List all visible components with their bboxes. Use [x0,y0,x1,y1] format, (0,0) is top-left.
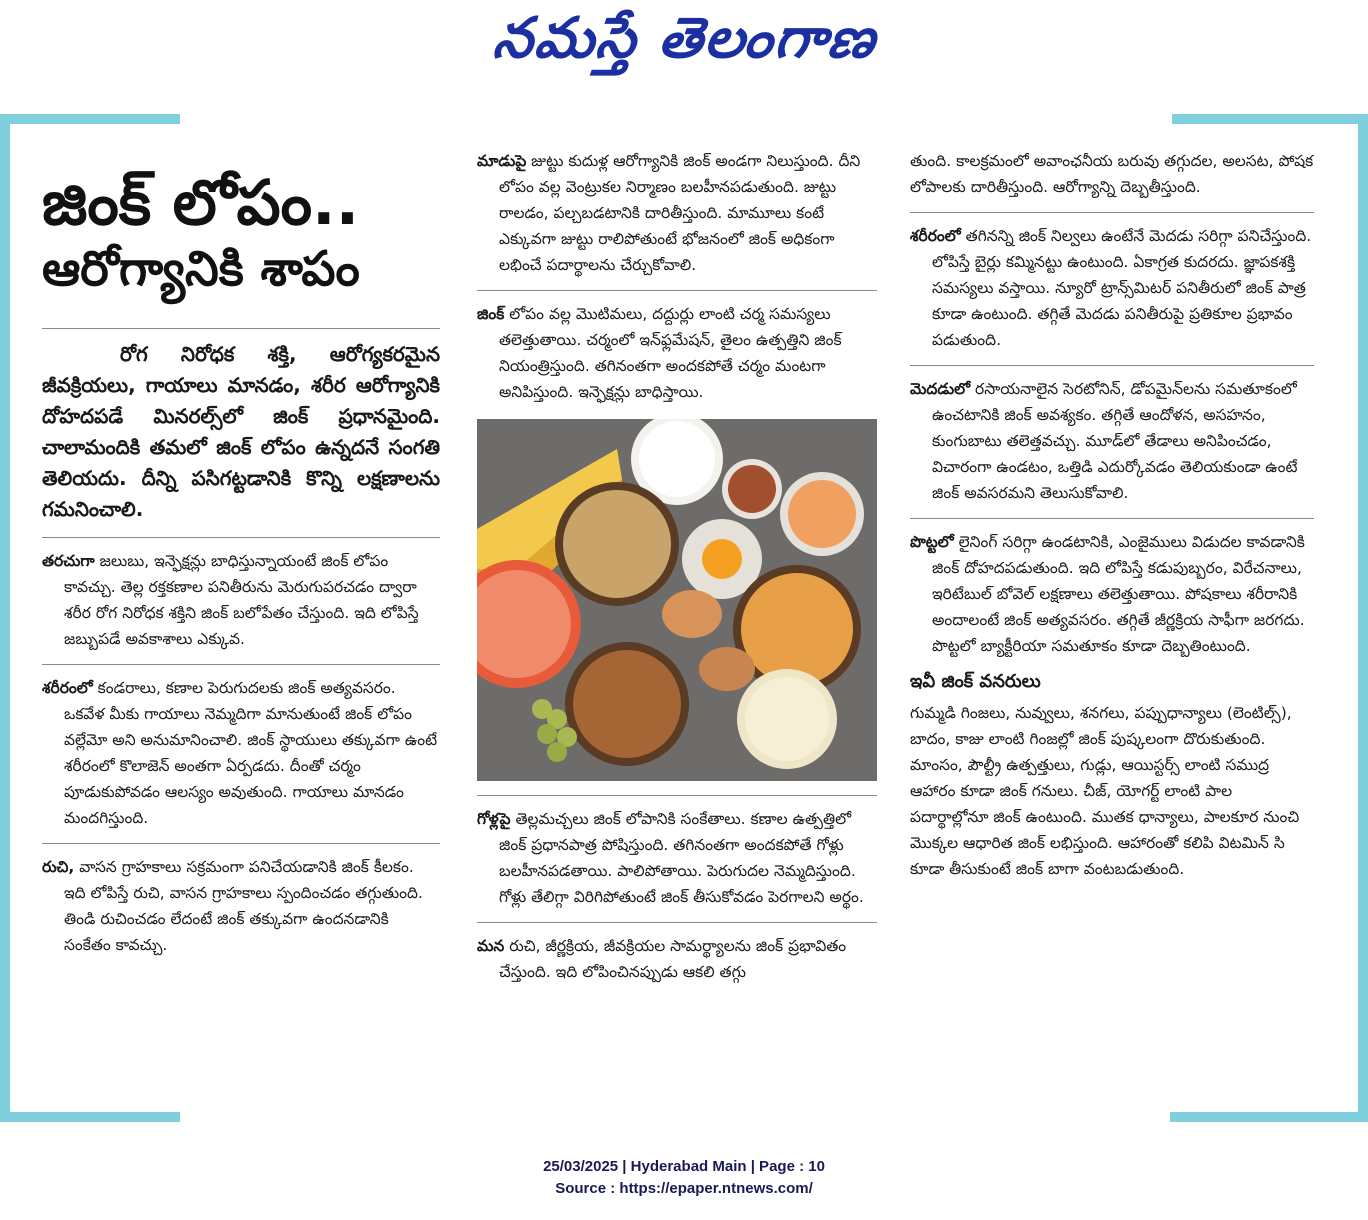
headline-line-2: ఆరోగ్యానికి శాపం [42,241,360,297]
section-paragraph: శరీరంలో తగినన్ని జింక్ నిల్వలు ఉంటేనే మెదడు సరిగ్గా పనిచేస్తుంది. లోపిస్తే బైర్లు కమ్మినట్టు ఉంటుంది. ఏకాగ్రత కుదరదు. జ్ఞాపకశక్తి సమస్యలు వస్తాయి. న్యూరో ట్రాన్స్‌మిటర్ పనితీరులో జింక్ పాత్ర కూడా ఉంటుంది. తగ్గితే మెదడు పనితీరుపై ప్రతికూల ప్రభావం పడుతుంది. [910,227,1312,349]
section-paragraph: మెదడులో రసాయనాలైన సెరటోనిన్, డోపమైన్‌లను సమతూకంలో ఉంచటానికి జింక్ అవశ్యకం. తగ్గితే ఆందోళన, అసహనం, కుంగుబాటు తలెత్తవచ్చు. మూడ్‌లో తేడాలు అనిపించడం, విచారంగా ఉండటం, ఒత్తిడి ఎదుర్కోవడం తెలియకుండా ఉంటే జింక్ అవసరమని తెలుసుకోవాలి. [910,380,1298,502]
divider [910,212,1314,213]
divider [42,537,440,538]
section-paragraph: జింక్ లోపం వల్ల మొటిమలు, దద్దుర్లు లాంటి చర్మ సమస్యలు తలెత్తుతాయి. చర్మంలో ఇన్‌ఫ్లమేషన్, తైలం ఉత్పత్తిని జింక్ నియంత్రిస్తుంది. తగినంతగా అందకపోతే చర్మం మంటగా అనిపిస్తుంది. ఇన్ఫెక్షన్లు బాధిస్తాయి. [477,305,842,401]
footer [0,1156,1368,1200]
frame-top-left [0,114,180,124]
masthead [0,0,1368,100]
food-photo [477,419,877,781]
divider [477,290,877,291]
headline-line-1: జింక్ లోపం.. [42,166,360,239]
section-paragraph: మాడుపై జుట్టు కుదుళ్ల ఆరోగ్యానికి జింక్ అండగా నిలుస్తుంది. దీని లోపం వల్ల వెంట్రుకల నిర్మాణం బలహీనపడుతుంది. జుట్టు రాలడం, పల్చబడటానికి దారితీస్తుంది. మామూలు కంటే ఎక్కువగా జుట్టు రాలిపోతుంటే భోజనంలో జింక్ అధికంగా లభించే పదార్థాలను చేర్చుకోవాలి. [477,152,861,274]
section-paragraph: రుచి, వాసన గ్రాహకాలు సక్రమంగా పనిచేయడానికి జింక్ కీలకం. ఇది లోపిస్తే రుచి, వాసన గ్రాహకాలు స్పందించడం తగ్గుతుంది. తిండి రుచించడం లేదంటే జింక్ తక్కువగా ఉందనడానికి సంకేతం కావచ్చు. [42,858,423,954]
section-paragraph: తుంది. కాలక్రమంలో అవాంఛనీయ బరువు తగ్గుదల, అలసట, పోషక లోపాలకు దారితీస్తుంది. ఆరోగ్యాన్ని దెబ్బతీస్తుంది. [910,152,1314,196]
divider [477,922,877,923]
section-paragraph: పొట్టలో లైనింగ్ సరిగ్గా ఉండటానికి, ఎంజైములు విడుదల కావడానికి జింక్ దోహదపడుతుంది. ఇది లోపిస్తే కడుపుబ్బరం, విరేచనాలు, ఇరిటేబుల్ బోవెల్ లక్షణాలు తలెత్తుతాయి. పోషకాలు శరీరానికి అందాలంటే జింక్ అత్యవసరం. తగ్గితే జీర్ణక్రియ సాఫీగా జరగదు. పొట్టలో బ్యాక్టీరియా సమతూకం కూడా దెబ్బతింటుంది. [910,533,1305,655]
sources-heading: ఇవీ జింక్ వనరులు [910,671,1041,692]
footer-source: Source : https://epaper.ntnews.com/ [555,1180,813,1197]
section-paragraph: గోళ్లపై తెల్లమచ్చలు జింక్ లోపానికి సంకేతాలు. కణాల ఉత్పత్తిలో జింక్ ప్రధానపాత్ర పోషిస్తుంది. తగినంతగా అందకపోతే గోళ్లు బలహీనపడతాయి. పాలిపోతాయి. పెరుగుదల నెమ్మదిస్తుంది. గోళ్లు తేలిగ్గా విరిగిపోతుంటే జింక్ తీసుకోవడం పెరగాలని అర్థం. [477,810,864,906]
column-1 [42,138,440,970]
divider [910,518,1314,519]
sources-paragraph: గుమ్మడి గింజలు, నువ్వులు, శనగలు, పప్పుధాన్యాలు (లెంటిల్స్), బాదం, కాజు లాంటి గింజల్లో జింక్ పుష్కలంగా దొరుకుతుంది. మాంసం, పౌల్ట్రీ ఉత్పత్తులు, గుడ్లు, ఆయిస్టర్స్ లాంటి సముద్ర ఆహారం కూడా జింక్ గనులు. చీజ్, యోగర్ట్ లాంటి పాల పదార్థాల్లోనూ జింక్ ఉంటుంది. ముతక ధాన్యాలు, పాలకూర నుంచి మొక్కల ఆధారిత జింక్ లభిస్తుంది. ఆహారంతో కలిపి విటమిన్ సి కూడా తీసుకుంటే జింక్ బాగా వంటబడుతుంది. [910,704,1300,878]
intro-paragraph: రోగ నిరోధక శక్తి, ఆరోగ్యకరమైన జీవక్రియలు, గాయాలు మానడం, శరీర ఆరోగ్యానికి దోహదపడే మినరల్స్‌లో జింక్ ప్రధానమైంది. చాలామందికి తమలో జింక్ లోపం ఉన్నదనే సంగతి తెలియదు. దీన్ని పసిగట్టడానికి కొన్ని లక్షణాలను గమనించాలి. [42,342,440,521]
frame-right [1358,114,1368,1116]
divider [477,795,877,796]
column-2 [477,138,877,997]
newspaper-logo: నమస్తే తెలంగాణ [489,6,880,71]
section-paragraph: శరీరంలో కండరాలు, కణాల పెరుగుదలకు జింక్ అత్యవసరం. ఒకవేళ మీకు గాయాలు నెమ్మదిగా మానుతుంటే జింక్ లోపం వల్లేమో అని అనుమానించాలి. జింక్ స్థాయులు తక్కువగా ఉంటే శరీరంలో కొలాజెన్ అంతగా ఏర్పడదు. దీంతో చర్మం పూడుకుపోవడం ఆలస్యం అవుతుంది. గాయాలు మానడం మందగిస్తుంది. [42,679,438,827]
divider [42,328,440,329]
column-3 [910,138,1314,894]
divider [42,843,440,844]
divider [42,664,440,665]
frame-left [0,114,10,1116]
zinc-foods-illustration [477,419,877,781]
divider [910,365,1314,366]
footer-date-edition: 25/03/2025 | Hyderabad Main | Page : 10 [543,1158,825,1175]
section-paragraph: మన రుచి, జీర్ణక్రియ, జీవక్రియల సామర్థ్యాలను జింక్ ప్రభావితం చేస్తుంది. ఇది లోపించినప్పుడు ఆకలి తగ్గు [477,937,847,981]
section-paragraph: తరచుగా జలుబు, ఇన్ఫెక్షన్లు బాధిస్తున్నాయంటే జింక్ లోపం కావచ్చు. తెల్ల రక్తకణాల పనితీరును మెరుగుపరచడం ద్వారా శరీర రోగ నిరోధక శక్తిని జింక్ బలోపేతం చేస్తుంది. ఇది లోపిస్తే జబ్బుపడే అవకాశాలు ఎక్కువ. [42,552,419,648]
frame-top-right [1172,114,1368,124]
headline [42,168,440,300]
